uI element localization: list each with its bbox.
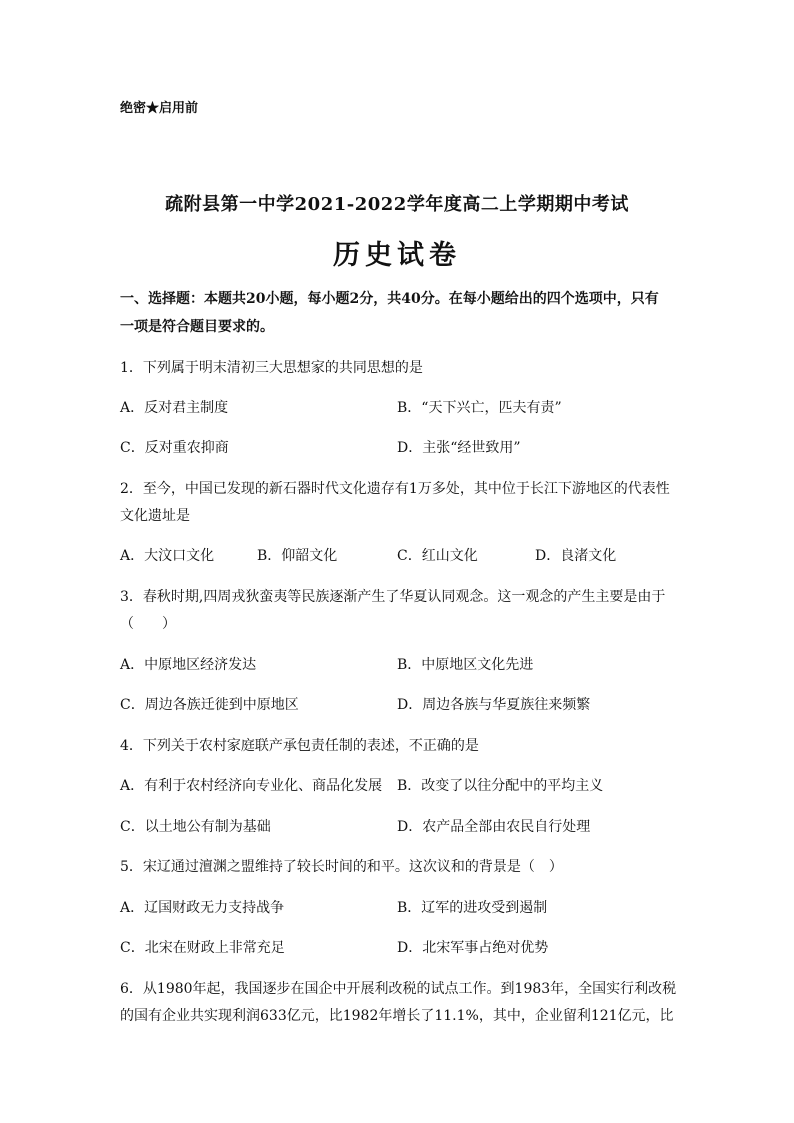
question-5-option-d: D．北宋军事占绝对优势 <box>397 940 549 956</box>
section-instructions-line1: 一、选择题：本题共20小题，每小题2分，共40分。在每小题给出的四个选项中，只有 <box>120 291 659 307</box>
question-4-option-c: C．以土地公有制为基础 <box>120 819 271 835</box>
question-4-option-b: B．改变了以往分配中的平均主义 <box>397 778 604 794</box>
question-2-stem-line1: 2．至今，中国已发现的新石器时代文化遗存有1万多处，其中位于长江下游地区的代表性 <box>120 481 670 497</box>
confidential-label: 绝密★启用前 <box>120 101 199 116</box>
question-5-option-c: C．北宋在财政上非常充足 <box>120 940 285 956</box>
subject-title: 历史试卷 <box>333 240 461 271</box>
question-1-option-c: C．反对重农抑商 <box>120 440 229 456</box>
question-2-option-b: B．仰韶文化 <box>257 548 338 564</box>
question-1-option-a: A．反对君主制度 <box>120 400 229 416</box>
question-3-stem-line2: （ ） <box>120 616 176 632</box>
question-3-option-c: C．周边各族迁徙到中原地区 <box>120 697 299 713</box>
question-2-option-c: C．红山文化 <box>397 548 478 564</box>
question-5-option-a: A．辽国财政无力支持战争 <box>120 900 285 916</box>
question-2-stem-line2: 文化遗址是 <box>120 508 190 524</box>
question-3-option-a: A．中原地区经济发达 <box>120 657 257 673</box>
question-6-stem-line1: 6．从1980年起，我国逐步在国企中开展利改税的试点工作。到1983年，全国实行利改税 <box>120 981 677 997</box>
question-6-stem-line2: 的国有企业共实现利润633亿元，比1982年增长了11.1%，其中，企业留利121亿元，比 <box>120 1008 674 1024</box>
question-4-option-a: A．有利于农村经济向专业化、商品化发展 <box>120 778 383 794</box>
question-3-stem-line1: 3．春秋时期,四周戎狄蛮夷等民族逐渐产生了华夏认同观念。这一观念的产生主要是由于 <box>120 589 666 605</box>
question-3-option-d: D．周边各族与华夏族往来频繁 <box>397 697 591 713</box>
question-4-option-d: D．农产品全部由农民自行处理 <box>397 819 591 835</box>
question-2-option-a: A．大汶口文化 <box>120 548 215 564</box>
question-3-option-b: B．中原地区文化先进 <box>397 657 534 673</box>
question-1-option-d: D．主张“经世致用” <box>397 440 521 456</box>
question-5-option-b: B．辽军的进攻受到遏制 <box>397 900 548 916</box>
question-5-stem: 5．宋辽通过澶渊之盟维持了较长时间的和平。这次议和的背景是（ ） <box>120 859 563 875</box>
question-2-option-d: D．良渚文化 <box>535 548 617 564</box>
question-1-stem: 1．下列属于明末清初三大思想家的共同思想的是 <box>120 360 423 376</box>
section-instructions-line2: 一项是符合题目要求的。 <box>120 319 274 335</box>
question-4-stem: 4．下列关于农村家庭联产承包责任制的表述，不正确的是 <box>120 738 479 754</box>
question-1-option-b: B．“天下兴亡，匹夫有责” <box>397 400 562 416</box>
school-title: 疏附县第一中学2021-2022学年度高二上学期期中考试 <box>165 194 629 215</box>
